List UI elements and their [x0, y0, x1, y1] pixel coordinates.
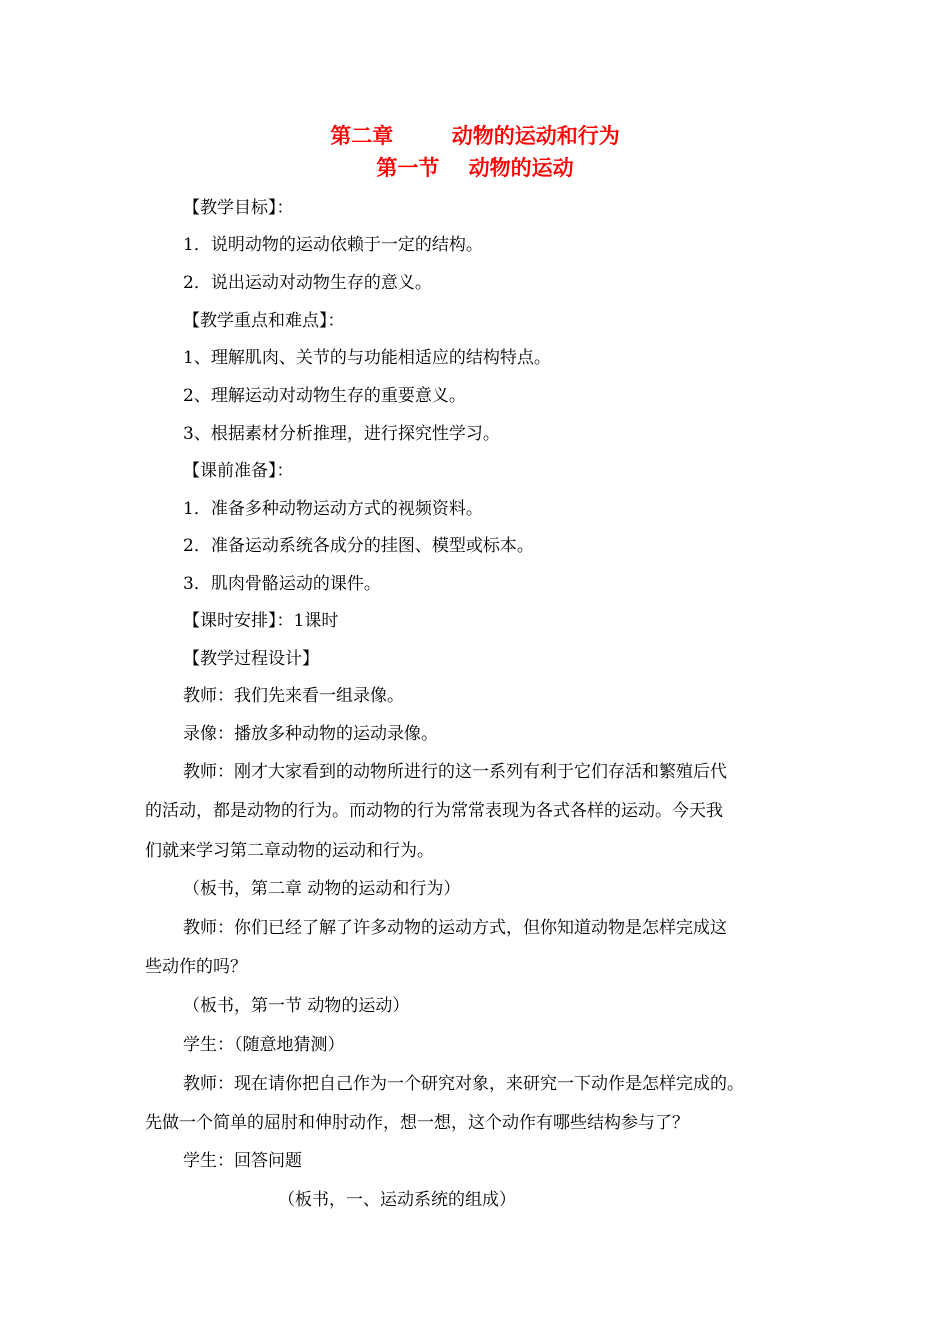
goals-heading: 【教学目标】：	[183, 198, 294, 218]
paragraph-line: 的活动，都是动物的行为。而动物的行为常常表现为各式各样的运动。今天我	[145, 801, 723, 821]
paragraph-line: 先做一个简单的屈肘和伸肘动作，想一想，这个动作有哪些结构参与了？	[145, 1113, 689, 1133]
paragraph-line: 录像：播放多种动物的运动录像。	[183, 724, 438, 744]
section-title: 第一节 动物的运动	[376, 155, 574, 180]
paragraph-line: 学生：（随意地猜测）	[183, 1035, 345, 1055]
process-heading: 【教学过程设计】	[183, 649, 319, 669]
preparation-item: 3．肌肉骨骼运动的课件。	[183, 574, 381, 594]
chapter-title: 第二章 动物的运动和行为	[330, 123, 620, 148]
goal-item: 2．说出运动对动物生存的意义。	[183, 273, 432, 293]
paragraph-line: 们就来学习第二章动物的运动和行为。	[145, 841, 434, 861]
goal-item: 1．说明动物的运动依赖于一定的结构。	[183, 235, 483, 255]
blackboard-note: （板书，一、运动系统的组成）	[278, 1190, 516, 1210]
schedule-line: 【课时安排】：1课时	[183, 611, 339, 631]
key-point-item: 3、根据素材分析推理，进行探究性学习。	[183, 424, 500, 444]
blackboard-note: （板书，第一节 动物的运动）	[183, 996, 410, 1016]
key-points-heading: 【教学重点和难点】：	[183, 311, 345, 331]
paragraph-line: 教师：我们先来看一组录像。	[183, 686, 404, 706]
blackboard-note: （板书，第二章 动物的运动和行为）	[183, 879, 461, 899]
key-point-item: 2、理解运动对动物生存的重要意义。	[183, 386, 466, 406]
paragraph-line: 学生：回答问题	[183, 1151, 302, 1171]
paragraph-line: 教师：刚才大家看到的动物所进行的这一系列有利于它们存活和繁殖后代	[183, 762, 727, 782]
key-point-item: 1、理解肌肉、关节的与功能相适应的结构特点。	[183, 348, 551, 368]
preparation-item: 1．准备多种动物运动方式的视频资料。	[183, 499, 483, 519]
paragraph-line: 教师：你们已经了解了许多动物的运动方式，但你知道动物是怎样完成这	[183, 918, 727, 938]
paragraph-line: 教师：现在请你把自己作为一个研究对象，来研究一下动作是怎样完成的。	[183, 1074, 744, 1094]
preparation-heading: 【课前准备】：	[183, 461, 294, 481]
paragraph-line: 些动作的吗？	[145, 957, 247, 977]
preparation-item: 2．准备运动系统各成分的挂图、模型或标本。	[183, 536, 534, 556]
